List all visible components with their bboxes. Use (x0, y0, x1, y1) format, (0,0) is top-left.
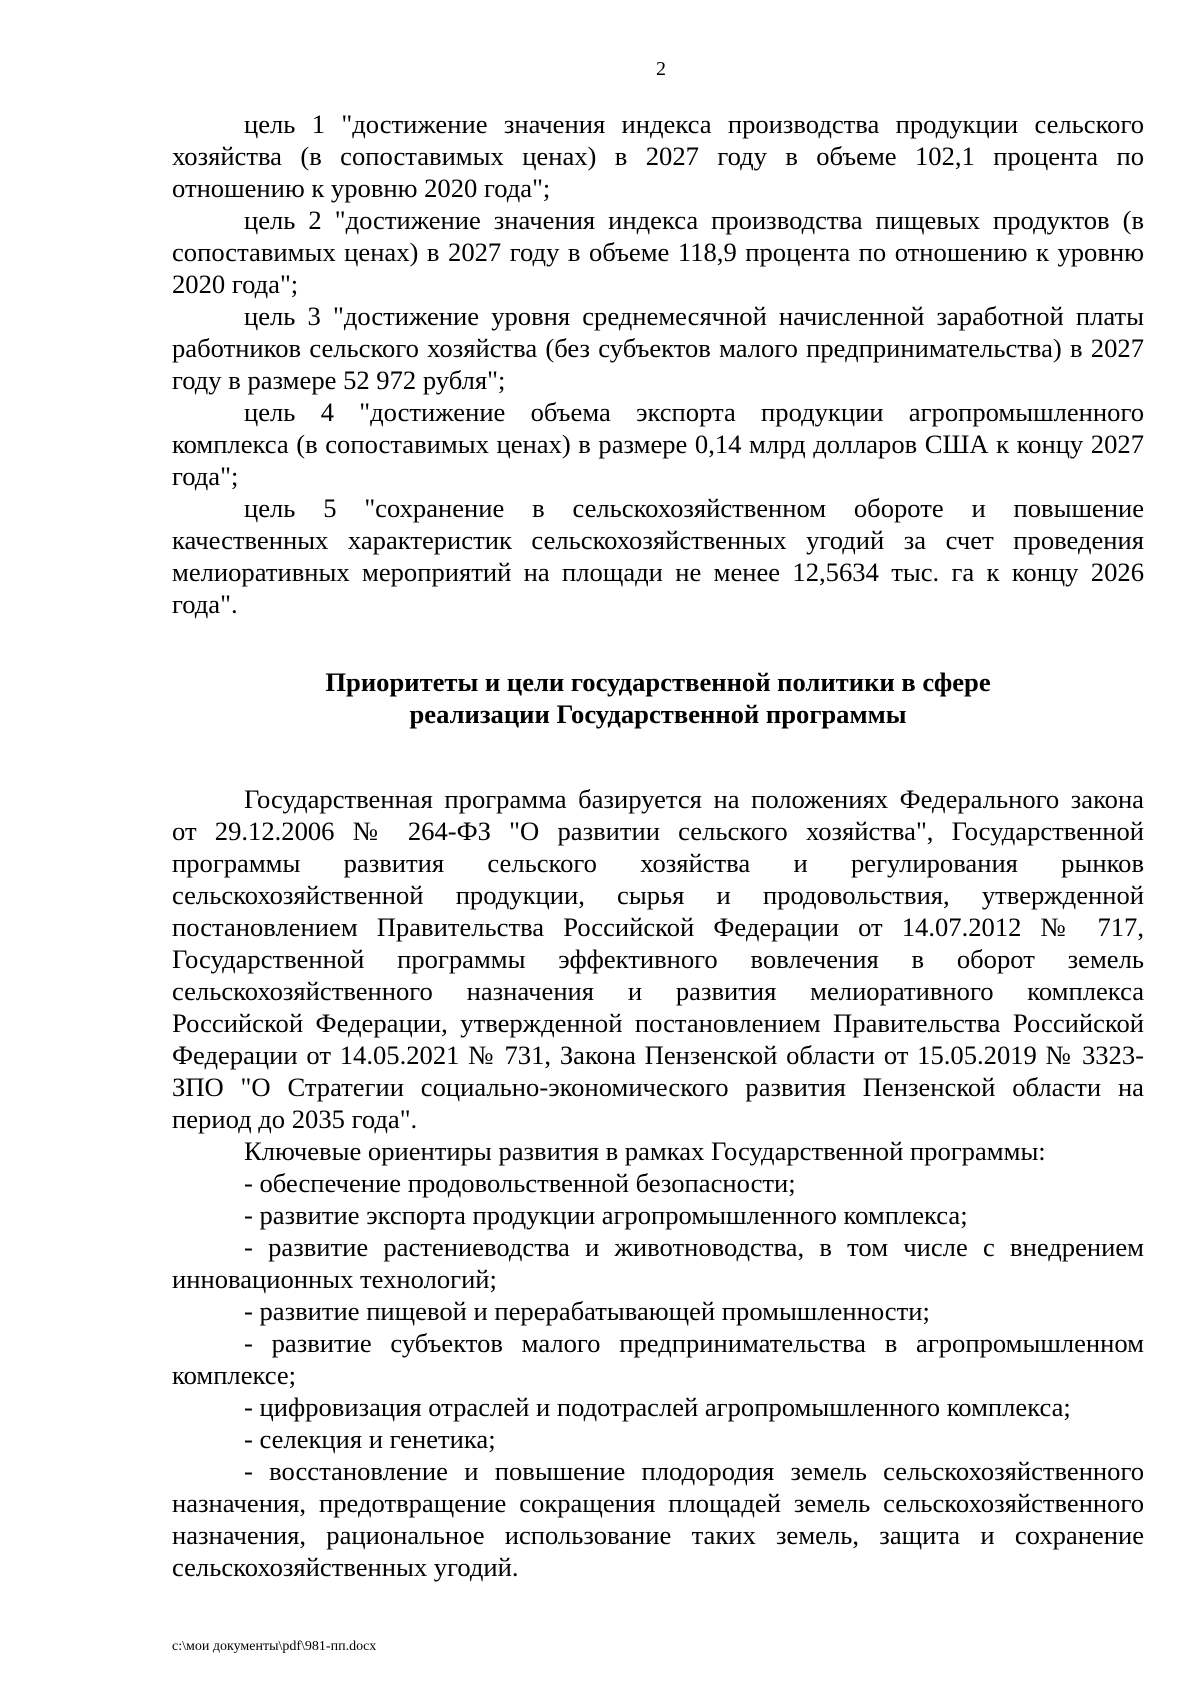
goal-paragraph: цель 4 "достижение объема экспорта продукции агропромышленного комплекса (в сопоставимых ценах) в размере 0,14 млрд долларов США к концу 2027 года"; (172, 397, 1144, 491)
priority-item: - обеспечение продовольственной безопасности; (244, 1168, 796, 1198)
priority-item: - восстановление и повышение плодородия земель сельскохозяйственного назначения, предотвращение сокращения площадей земель сельскохозяйственного назначения, рациональное использование таких земель, защита и сохранение сельскохозяйственных угодий. (172, 1456, 1144, 1582)
goal-paragraph: цель 3 "достижение уровня среднемесячной начисленной заработной платы работников сельского хозяйства (без субъектов малого предпринимательства) в 2027 году в размере 52 972 рубля"; (172, 301, 1144, 395)
document-body (172, 108, 1144, 1583)
priority-item: - селекция и генетика; (244, 1424, 496, 1454)
priority-item: - развитие пищевой и перерабатывающей промышленности; (244, 1296, 930, 1326)
section-heading (172, 666, 1144, 730)
goal-paragraph: цель 1 "достижение значения индекса производства продукции сельского хозяйства (в сопоставимых ценах) в 2027 году в объеме 102,1 процента по отношению к уровню 2020 года"; (172, 109, 1144, 203)
file-path-footer: c:\мои документы\pdf\981-пп.docx (172, 1639, 377, 1654)
priority-item: - развитие растениеводства и животноводства, в том числе с внедрением инновационных технологий; (172, 1232, 1144, 1294)
page-number: 2 (656, 58, 666, 80)
goal-paragraph: цель 5 "сохранение в сельскохозяйственном обороте и повышение качественных характеристик сельскохозяйственных угодий за счет проведения мелиоративных мероприятий на площади не менее 12,5634 тыс. га к концу 2026 года". (172, 493, 1144, 619)
priorities-intro: Ключевые ориентиры развития в рамках Государственной программы: (244, 1136, 1046, 1166)
priority-item: - развитие субъектов малого предпринимательства в агропромышленном комплексе; (172, 1328, 1144, 1390)
section-heading-line: Приоритеты и цели государственной политики в сфере (325, 667, 991, 697)
priority-item: - цифровизация отраслей и подотраслей агропромышленного комплекса; (244, 1392, 1071, 1422)
priority-item: - развитие экспорта продукции агропромышленного комплекса; (244, 1200, 968, 1230)
section-heading-line: реализации Государственной программы (409, 699, 907, 729)
basis-paragraph: Государственная программа базируется на положениях Федерального закона от 29.12.2006 № 264-ФЗ "О развитии сельского хозяйства", Государственной программы развития сельского хозяйства и регулирования рынков сельскохозяйственной продукции, сырья и продовольствия, утвержденной постановлением Правительства Российской Федерации от 14.07.2012 № 717, Государственной программы эффективного вовлечения в оборот земель сельскохозяйственного назначения и развития мелиоративного комплекса Российской Федерации, утвержденной постановлением Правительства Российской Федерации от 14.05.2021 № 731, Закона Пензенской области от 15.05.2019 № 3323-ЗПО "О Стратегии социально-экономического развития Пензенской области на период до 2035 года". (172, 784, 1144, 1134)
goal-paragraph: цель 2 "достижение значения индекса производства пищевых продуктов (в сопоставимых ценах) в 2027 году в объеме 118,9 процента по отношению к уровню 2020 года"; (172, 205, 1144, 299)
